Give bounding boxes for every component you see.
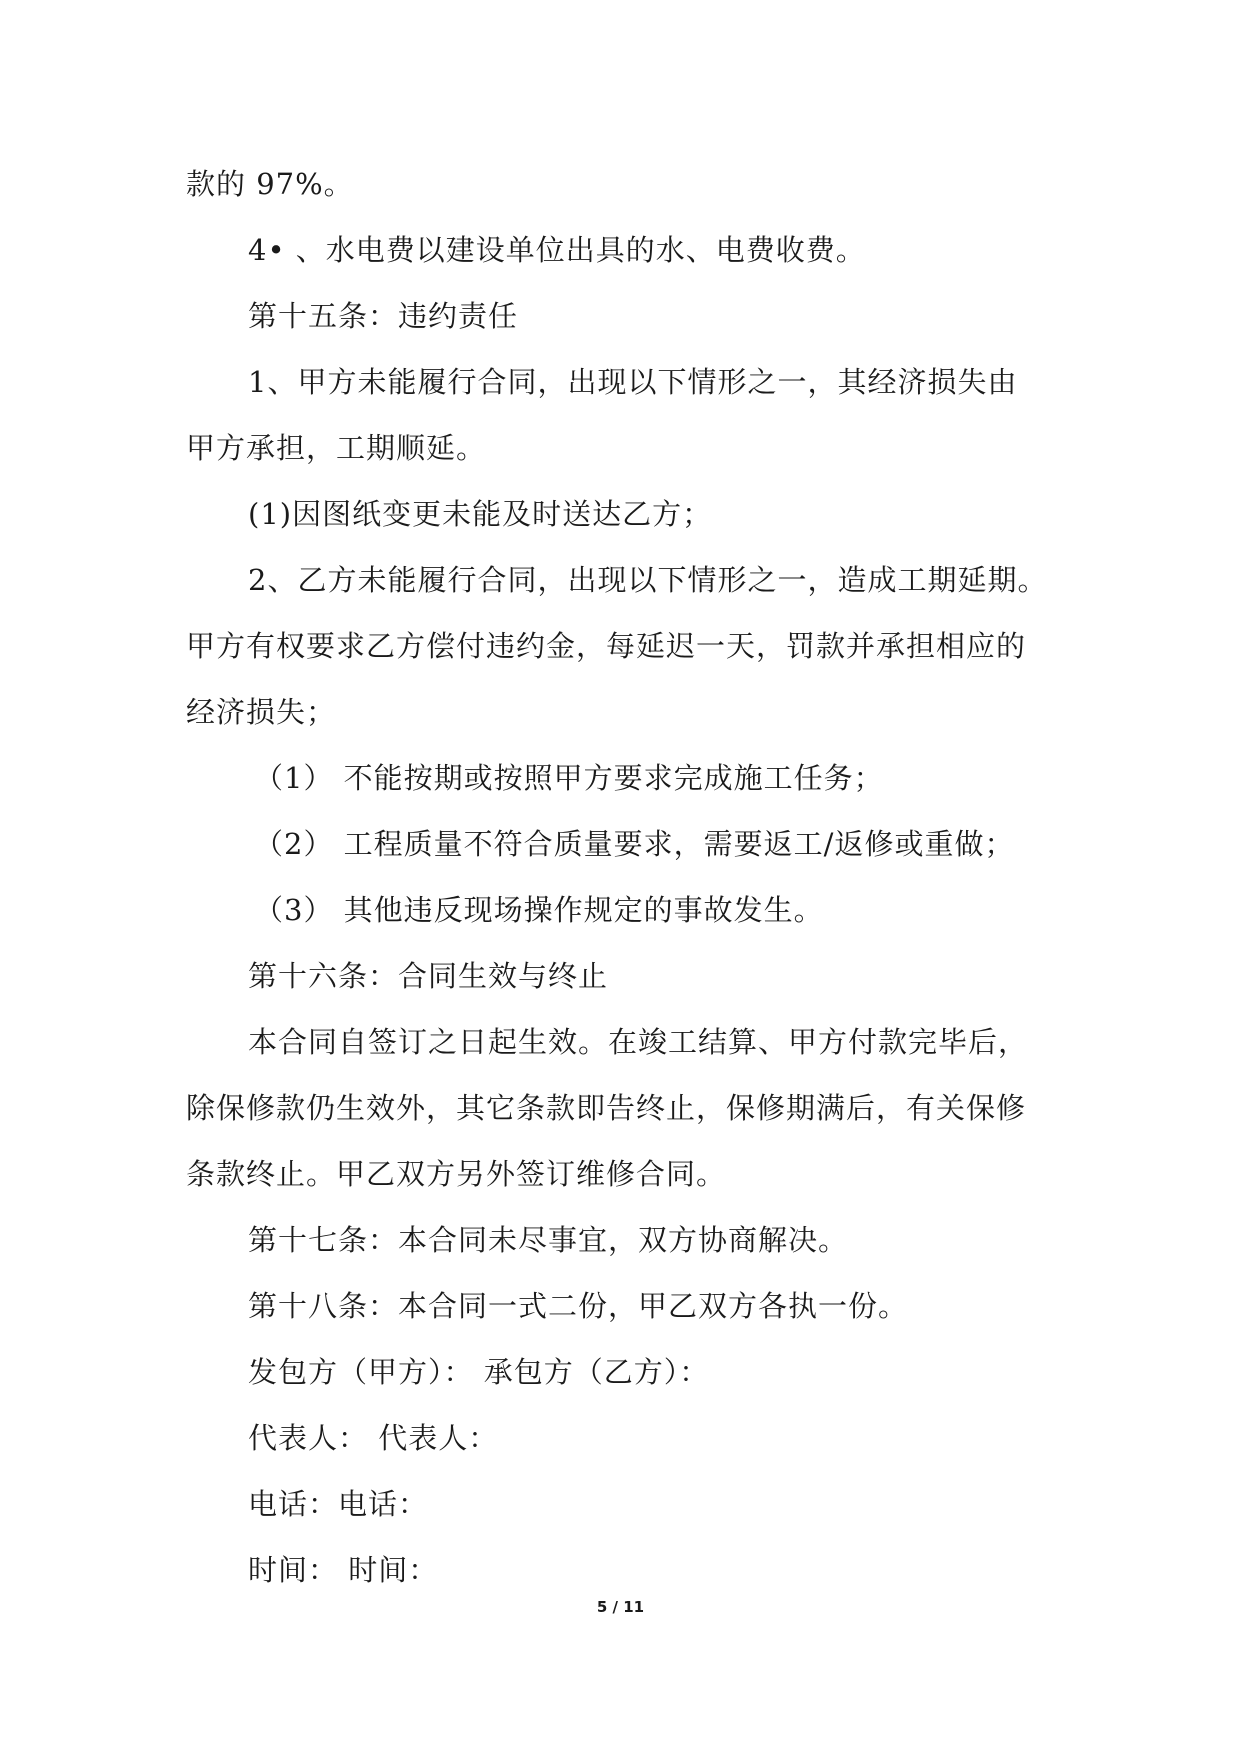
text-line-14: 本合同自签订之日起生效。在竣工结算、甲方付款完毕后， <box>248 1025 1029 1059</box>
text-line-7: 2、乙方未能履行合同，出现以下情形之一，造成工期延期。 <box>248 563 1048 597</box>
text-line-4: 1、甲方未能履行合同，出现以下情形之一，其经济损失由 <box>248 365 1018 399</box>
list-item-1: （1） 不能按期或按照甲方要求完成施工任务； <box>254 761 884 795</box>
page-number: 5 / 11 <box>596 1598 645 1616</box>
signature-dates: 时间： 时间： <box>248 1553 439 1587</box>
section-heading-18: 第十八条：本合同一式二份，甲乙双方各执一份。 <box>248 1289 909 1323</box>
text-line-9: 经济损失； <box>186 695 337 729</box>
signature-representatives: 代表人： 代表人： <box>248 1421 499 1455</box>
text-line-5: 甲方承担，工期顺延。 <box>186 431 487 465</box>
text-line-1: 款的 97%。 <box>186 167 354 201</box>
text-line-15: 除保修款仍生效外，其它条款即告终止，保修期满后，有关保修 <box>186 1091 1027 1125</box>
section-heading-16: 第十六条：合同生效与终止 <box>248 959 609 993</box>
signature-phones: 电话：电话： <box>248 1487 429 1521</box>
signature-parties: 发包方（甲方）： 承包方（乙方）： <box>248 1355 710 1389</box>
section-heading-15: 第十五条：违约责任 <box>248 299 519 333</box>
list-item-2: （2） 工程质量不符合质量要求，需要返工/返修或重做； <box>254 827 1015 861</box>
text-line-2: 4• 、水电费以建设单位出具的水、电费收费。 <box>248 233 866 267</box>
text-line-16: 条款终止。甲乙双方另外签订维修合同。 <box>186 1157 727 1191</box>
text-line-6: (1)因图纸变更未能及时送达乙方； <box>248 497 713 531</box>
text-line-8: 甲方有权要求乙方偿付违约金，每延迟一天，罚款并承担相应的 <box>186 629 1027 663</box>
section-heading-17: 第十七条：本合同未尽事宜，双方协商解决。 <box>248 1223 849 1257</box>
list-item-3: （3） 其他违反现场操作规定的事故发生。 <box>254 893 824 927</box>
